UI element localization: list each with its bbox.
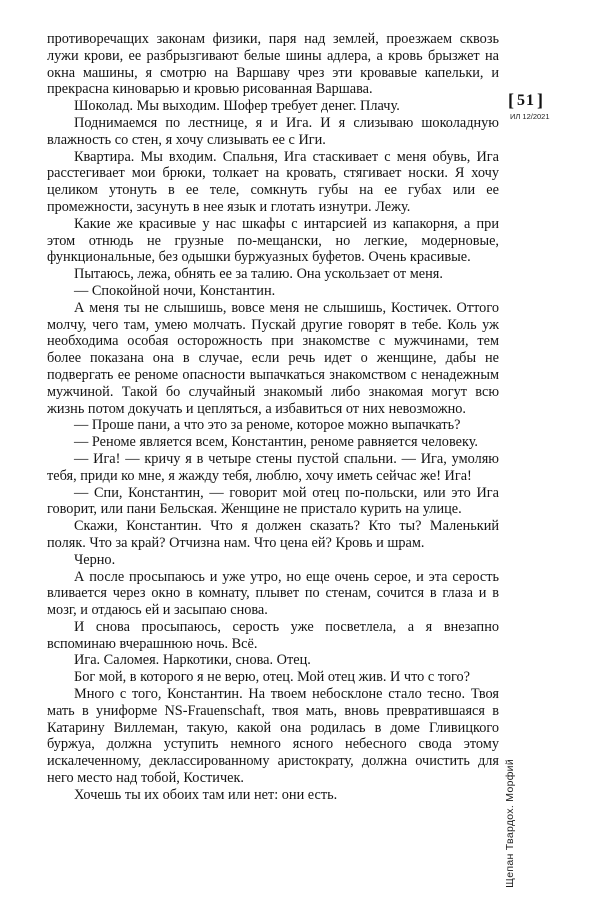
paragraph: Много с того, Константин. На твоем небосклоне стало тесно. Твоя мать в униформе NS-Frauenschaft, твоя мать, вновь превратившаяся в Катарину Виллеман, такую, какой она родилась в доме Гливицкого буржуа, должна уступить немного ясного небесного свода этому искалеченному, деклассированному аристократу, должна очистить для него место над тобой, Костичек.	[47, 686, 499, 787]
paragraph: Ига. Саломея. Наркотики, снова. Отец.	[74, 652, 311, 669]
paragraph: — Ига! — кричу я в четыре стены пустой спальни. — Ига, умоляю тебя, приди ко мне, я жажду тебя, люблю, хочу иметь сейчас же! Ига!	[47, 450, 499, 484]
paragraph: Шоколад. Мы выходим. Шофер требует денег. Плачу.	[74, 98, 400, 115]
paragraph: Поднимаемся по лестнице, я и Ига. И я слизываю шоколадную влажность со стен, я хочу слизывать ее с Иги.	[47, 114, 499, 148]
paragraph: — Спокойной ночи, Константин.	[74, 282, 276, 299]
journal-issue-label: ИЛ 12/2021	[510, 112, 550, 121]
paragraph: Бог мой, в которого я не верю, отец. Мой отец жив. И что с того?	[74, 669, 471, 686]
paragraph: Хочешь ты их обоих там или нет: они есть.	[74, 786, 338, 803]
paragraph: Какие же красивые у нас шкафы с интарсией из капакорня, а при этом отнюдь не грузные по-мещански, но легкие, модерновые, функциональные, без одышки буржуазных буфетов. Очень красивые.	[47, 215, 499, 266]
page-number-marker	[508, 90, 544, 111]
paragraph: — Спи, Константин, — говорит мой отец по-польски, или это Ига говорит, или пани Бельская. Женщине не пристало курить на улице.	[47, 484, 499, 518]
paragraph: И снова просыпаюсь, серость уже посветлела, а я внезапно вспоминаю вчерашнюю ночь. Всё.	[47, 618, 499, 652]
paragraph: Квартира. Мы входим. Спальня, Ига стаскивает с меня обувь, Ига расстегивает мои брюки, толкает на кровать, стягивает носки. Я хочу целиком утонуть в ее теле, сомкнуть губы на ее губах или ее промежности, засунуть в нее язык и глотать изнутри. Лежу.	[47, 148, 499, 215]
paragraph: — Проше пани, а что это за реноме, которое можно выпачкать?	[74, 417, 461, 434]
paragraph: Пытаюсь, лежа, обнять ее за талию. Она ускользает от меня.	[74, 266, 443, 283]
paragraph: — Реноме является всем, Константин, реноме равняется человеку.	[74, 434, 478, 451]
paragraph: Черно.	[74, 551, 116, 568]
running-title-vertical: Щепан Твардох. Морфий	[504, 759, 516, 888]
paragraph: А меня ты не слышишь, вовсе меня не слышишь, Костичек. Оттого молчу, чего там, умею молчать. Пускай другие говорят в тебе. Коль уж необходима особая осторожность при знакомстве с мужчинами, тем более показана она в случае, если речь идет о женщине, дабы не подвергать ее реноме опасности выпачкаться знакомством с ненадежным мужчиной. Такой бо случайный знакомый либо знакомая могут всю жизнь потом докучать и цепляться, а избавиться от них невозможно.	[47, 299, 499, 417]
paragraph: А после просыпаюсь и уже утро, но еще очень серое, и эта серость вливается через окно в комнату, плывет по стенам, сочится в глаза и в мозг, и отдаюсь ей и засыпаю снова.	[47, 568, 499, 619]
paragraph: Скажи, Константин. Что я должен сказать? Кто ты? Маленький поляк. Что за край? Отчизна нам. Что цена ей? Кровь и шрам.	[47, 518, 499, 551]
paragraph: противоречащих законам физики, паря над землей, проезжаем сквозь лужи крови, ее разбрызгивают белые шины адлера, а кровь брызжет на окна машины, я смотрю на Варшаву чрез эти кровавые капельки, и прекрасна киноварью и кровью рисованная Варшава.	[47, 31, 499, 98]
page-number: 51	[517, 92, 535, 109]
text-block	[47, 31, 499, 804]
page-number-bracket-open: [	[508, 90, 515, 110]
page-number-bracket-close: ]	[537, 90, 544, 110]
